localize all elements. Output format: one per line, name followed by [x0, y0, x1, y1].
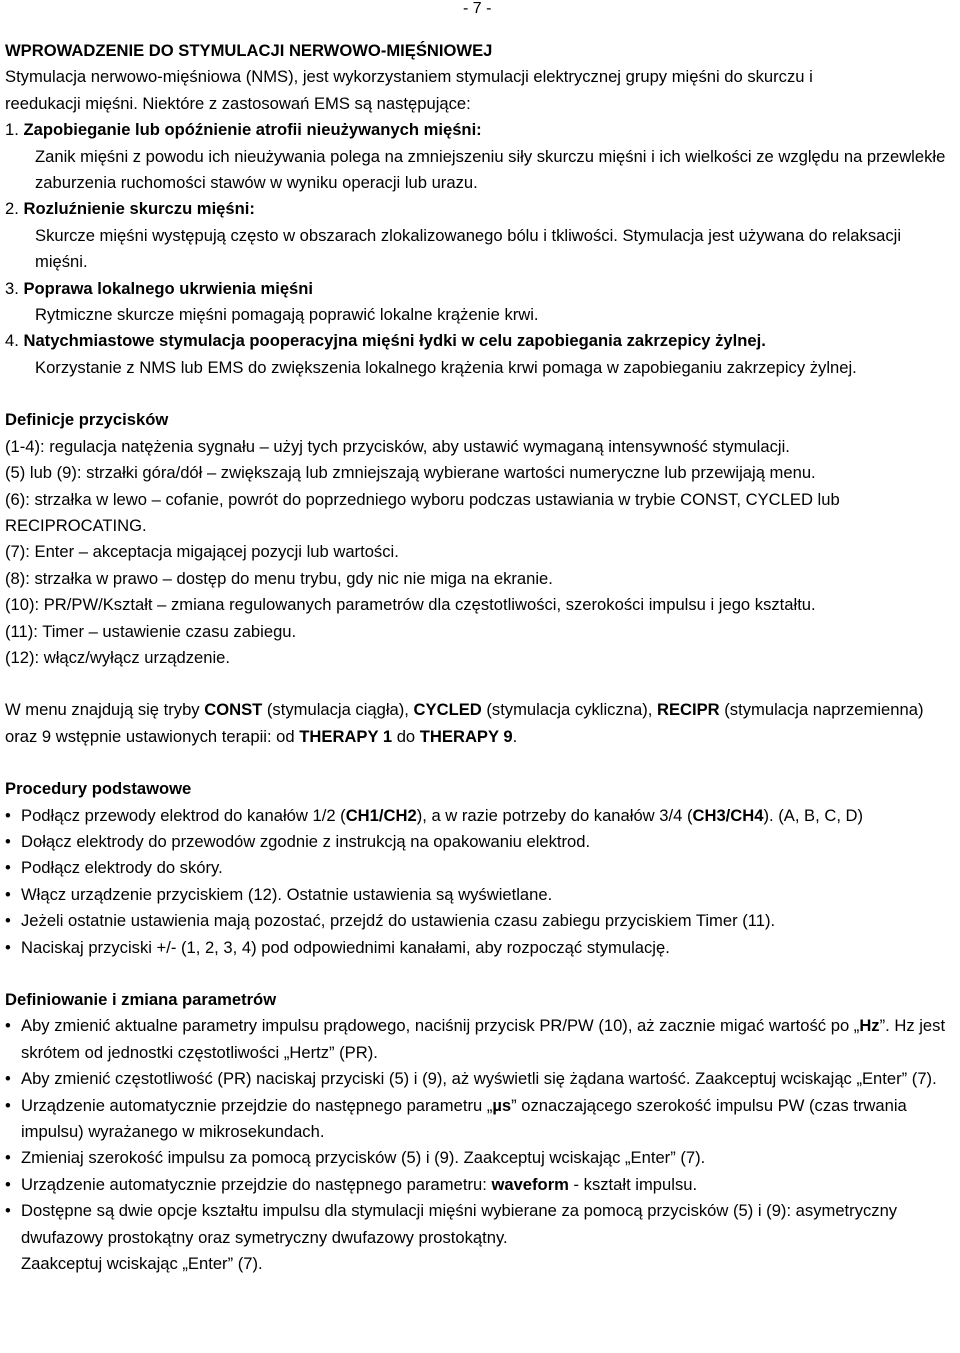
use-text: Rytmiczne skurcze mięśni pomagają poprawić lokalne krążenie krwi.	[35, 305, 539, 325]
button-definition: (8): strzałka w prawo – dostęp do menu trybu, gdy nic nie miga na ekranie.	[5, 568, 553, 588]
use-title: Rozluźnienie skurczu mięśni:	[23, 199, 255, 219]
procedures-heading: Procedury podstawowe	[5, 779, 192, 799]
procedures-list	[5, 803, 957, 961]
document-body	[5, 38, 957, 1277]
use-text: Zanik mięśni z powodu ich nieużywania polega na zmniejszeniu siły skurczu mięśni i ich wielkości ze względu na przewlekłe zaburzenia ruchomości stawów w wyniku operacji lub urazu.	[35, 146, 946, 193]
use-item	[5, 196, 957, 275]
parameter-item: • Aby zmienić częstotliwość (PR) naciskaj przyciski (5) i (9), aż wyświetli się żądana wartość. Zaakceptuj wciskając „Enter” (7).	[5, 1066, 957, 1092]
procedure-item: • Jeżeli ostatnie ustawienia mają pozostać, przejdź do ustawienia czasu zabiegu przyciskiem Timer (11).	[5, 908, 957, 934]
use-item	[5, 276, 957, 329]
button-definition: (6): strzałka w lewo – cofanie, powrót do poprzedniego wyboru podczas ustawiania w trybie CONST, CYCLED lub RECIPROCATING.	[5, 489, 840, 535]
use-item	[5, 117, 957, 196]
use-title: Natychmiastowe stymulacja pooperacyjna mięśni łydki w celu zapobiegania zakrzepicy żylnej.	[23, 331, 766, 351]
button-definition: (11): Timer – ustawienie czasu zabiegu.	[5, 621, 297, 641]
button-definition: (1-4): regulacja natężenia sygnału – użyj tych przycisków, aby ustawić wymaganą intensywność stymulacji.	[5, 436, 790, 456]
use-number: 2.	[5, 199, 19, 219]
use-number: 1.	[5, 120, 19, 140]
use-title: Zapobieganie lub opóźnienie atrofii nieużywanych mięśni:	[23, 120, 482, 140]
procedure-item: • Podłącz przewody elektrod do kanałów 1/2 (CH1/CH2), a w razie potrzeby do kanałów 3/4 (CH3/CH4). (A, B, C, D)	[5, 803, 957, 829]
button-definition: (5) lub (9): strzałki góra/dół – zwiększają lub zmniejszają wybierane wartości numeryczne lub przewijają menu.	[5, 463, 816, 483]
parameter-item: • Dostępne są dwie opcje kształtu impulsu dla stymulacji mięśni wybierane za pomocą przycisków (5) i (9): asymetryczny dwufazowy prostokątny oraz symetryczny dwufazowy prostokątny. Zaakceptuj wciskając „Enter” (7).	[5, 1198, 957, 1277]
buttons-heading: Definicje przycisków	[5, 410, 169, 430]
parameter-item: • Urządzenie automatycznie przejdzie do następnego parametru „µs” oznaczającego szerokość impulsu PW (czas trwania impulsu) wyrażanego w mikrosekundach.	[5, 1093, 957, 1146]
parameters-list	[5, 1013, 957, 1277]
intro-line-1: Stymulacja nerwowo-mięśniowa (NMS), jest wykorzystaniem stymulacji elektrycznej grupy mięśni do skurczu i	[5, 67, 813, 87]
use-number: 3.	[5, 278, 19, 298]
procedure-item: • Włącz urządzenie przyciskiem (12). Ostatnie ustawienia są wyświetlane.	[5, 882, 957, 908]
use-text: Skurcze mięśni występują często w obszarach zlokalizowanego bólu i tkliwości. Stymulacja jest używana do relaksacji mięśni.	[35, 225, 902, 272]
button-definition: (7): Enter – akceptacja migającej pozycji lub wartości.	[5, 542, 399, 562]
procedure-item: • Podłącz elektrody do skóry.	[5, 855, 957, 881]
button-definition: (10): PR/PW/Kształt – zmiana regulowanych parametrów dla częstotliwości, szerokości impulsu i jego kształtu.	[5, 595, 816, 615]
uses-list	[5, 117, 957, 381]
use-text: Korzystanie z NMS lub EMS do zwiększenia lokalnego krążenia krwi pomaga w zapobieganiu zakrzepicy żylnej.	[35, 357, 857, 377]
use-title: Poprawa lokalnego ukrwienia mięśni	[23, 278, 314, 298]
procedure-item: • Dołącz elektrody do przewodów zgodnie z instrukcją na opakowaniu elektrod.	[5, 829, 957, 855]
menu-modes-paragraph: W menu znajdują się tryby CONST (stymulacja ciągła), CYCLED (stymulacja cykliczna), RECIPR (stymulacja naprzemienna) oraz 9 wstępnie ustawionych terapii: od THERAPY 1 do THERAPY 9.	[5, 700, 924, 746]
intro-title: WPROWADZENIE DO STYMULACJI NERWOWO-MIĘŚNIOWEJ	[5, 41, 493, 60]
page-number: - 7 -	[463, 0, 492, 17]
parameter-item: • Zmieniaj szerokość impulsu za pomocą przycisków (5) i (9). Zaakceptuj wciskając „Enter” (7).	[5, 1145, 957, 1171]
parameter-item: • Aby zmienić aktualne parametry impulsu prądowego, naciśnij przycisk PR/PW (10), aż zacznie migać wartość po „Hz”. Hz jest skrótem od jednostki częstotliwości „Hertz” (PR).	[5, 1013, 957, 1066]
button-definition: (12): włącz/wyłącz urządzenie.	[5, 647, 231, 667]
parameter-item: • Urządzenie automatycznie przejdzie do następnego parametru: waveform - kształt impulsu.	[5, 1172, 957, 1198]
intro-line-2: reedukacji mięśni. Niektóre z zastosowań EMS są następujące:	[5, 93, 471, 113]
use-number: 4.	[5, 331, 19, 351]
parameters-heading: Definiowanie i zmiana parametrów	[5, 990, 277, 1009]
use-item	[5, 328, 957, 381]
procedure-item: • Naciskaj przyciski +/- (1, 2, 3, 4) pod odpowiednimi kanałami, aby rozpocząć stymulację.	[5, 935, 957, 961]
